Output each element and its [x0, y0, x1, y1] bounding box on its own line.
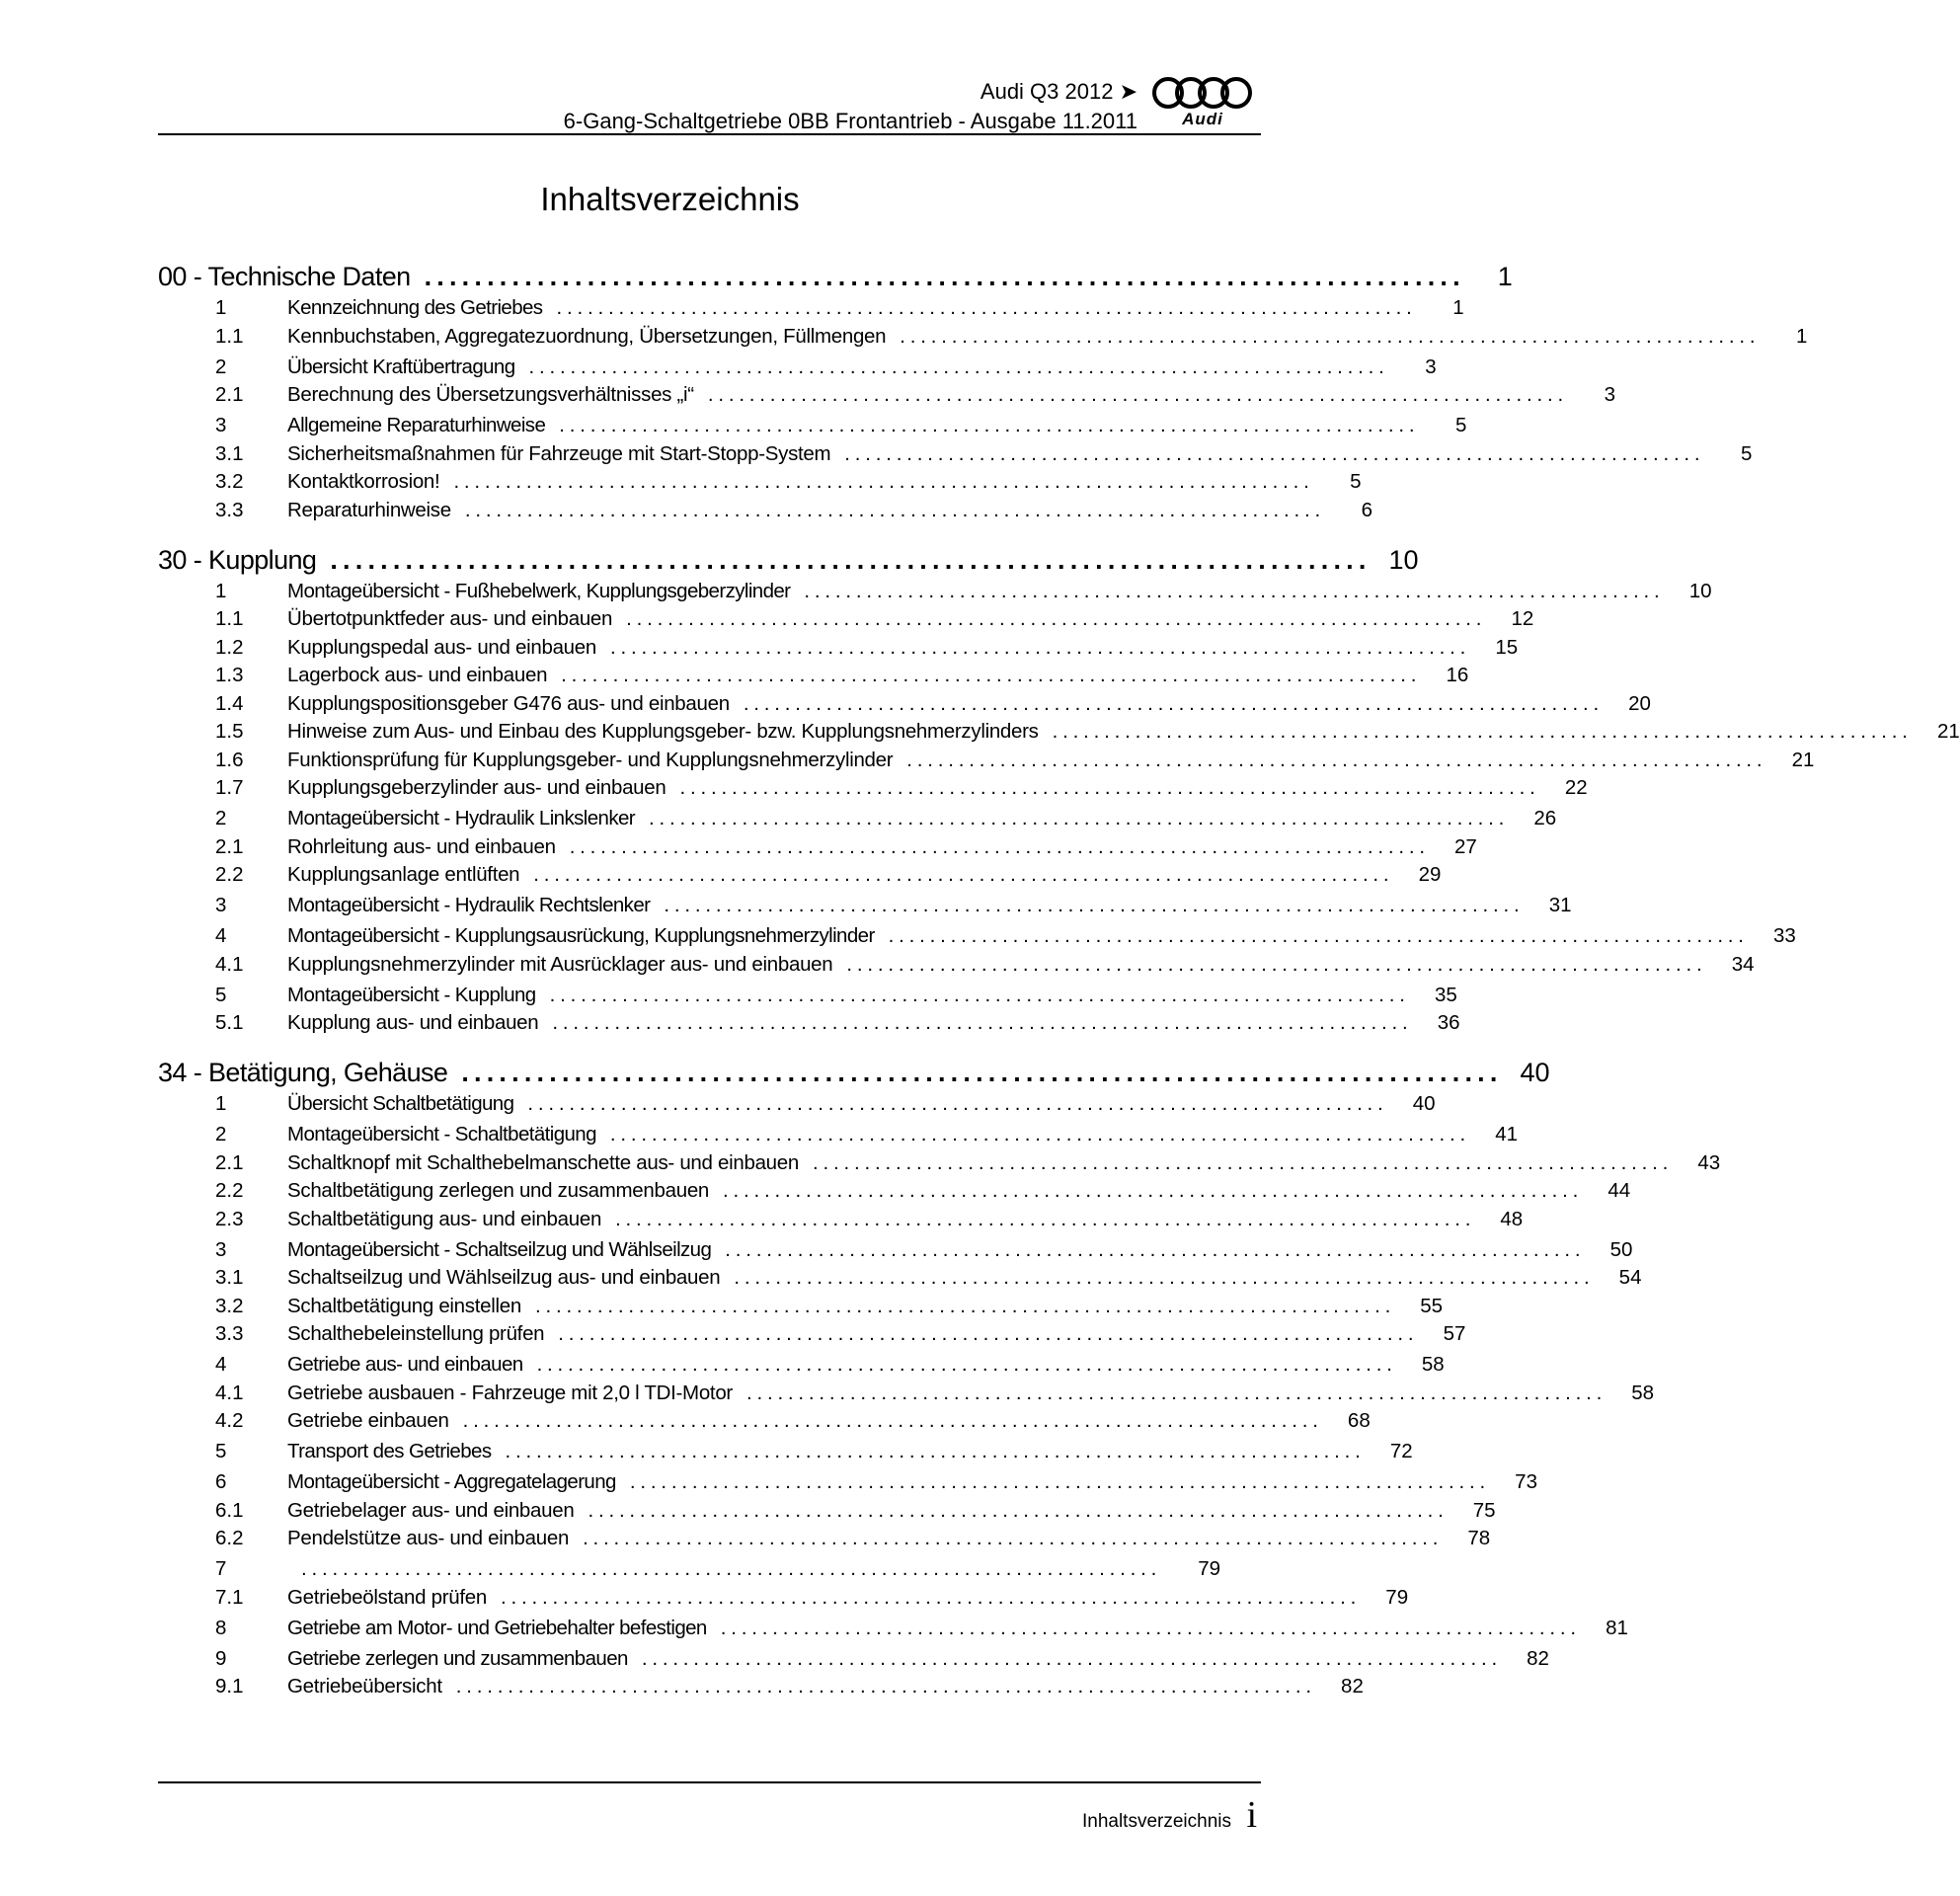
toc-page-number: 22	[1564, 776, 1588, 799]
toc-leader-dots: ...................................................................................	[725, 1237, 1586, 1261]
toc-title: Montageübersicht - Hydraulik Rechtslenker	[287, 894, 651, 916]
toc-title: Getriebe ausbauen - Fahrzeuge mit 2,0 l TDI-Motor	[287, 1381, 733, 1404]
toc-row[interactable]	[158, 493, 1372, 522]
toc-row[interactable]	[158, 1669, 1364, 1698]
toc-number: 7	[215, 1557, 227, 1580]
toc-leader-dots: ...................................................................................	[707, 383, 1568, 406]
toc-row[interactable]	[158, 1611, 1628, 1640]
toc-title: Montageübersicht - Aggregatelagerung	[287, 1470, 616, 1493]
toc-page-number: 5	[1741, 441, 1753, 465]
toc-title: Kontaktkorrosion!	[287, 470, 440, 493]
toc-leader-dots: ...................................................................................	[424, 262, 1465, 291]
toc-leader-dots: ...................................................................................	[641, 1646, 1502, 1670]
toc-number: 2	[215, 807, 227, 830]
toc-page-number: 6	[1361, 498, 1372, 521]
toc-title: Getriebeübersicht	[287, 1675, 442, 1698]
toc-row[interactable]	[158, 1289, 1444, 1318]
toc-leader-dots: ...................................................................................	[664, 894, 1525, 916]
toc-leader-dots: ...................................................................................	[561, 664, 1422, 686]
toc-row[interactable]	[158, 1376, 1655, 1405]
toc-leader-dots: ...................................................................................	[906, 748, 1767, 771]
toc-title: Getriebeölstand prüfen	[287, 1585, 487, 1609]
toc-number: 9.1	[215, 1675, 244, 1698]
toc-leader-dots: ...................................................................................	[558, 1322, 1419, 1345]
toc-number: 3.3	[215, 498, 244, 521]
toc-title: Schaltbetätigung zerlegen und zusammenbauen	[287, 1179, 710, 1202]
toc-page-number: 48	[1500, 1207, 1524, 1230]
toc-page-number: 58	[1631, 1381, 1655, 1404]
toc-leader-dots: ...................................................................................	[583, 1527, 1444, 1549]
toc-row[interactable]	[158, 1403, 1371, 1433]
model-title: Audi Q3 2012 ➤	[980, 79, 1137, 104]
toc-row[interactable]	[158, 857, 1442, 887]
toc-leader-dots: ...................................................................................	[330, 544, 1372, 575]
toc-title: Transport des Getriebes	[287, 1440, 492, 1462]
toc-number: 1.2	[215, 635, 244, 659]
toc-title: Kupplungspedal aus- und einbauen	[287, 635, 596, 659]
toc-page-number: 5	[1454, 414, 1467, 436]
toc-number: 1.4	[215, 691, 244, 715]
toc-number: 1.1	[215, 324, 244, 348]
toc-leader-dots: ...................................................................................	[900, 324, 1761, 348]
toc-title: Übersicht Schaltbetätigung	[287, 1092, 514, 1115]
toc-title: 00 - Technische Daten	[158, 262, 411, 291]
toc-page-number: 5	[1350, 470, 1362, 493]
toc-number: 1	[215, 296, 227, 319]
toc-number: 2.2	[215, 863, 244, 886]
toc-leader-dots: ...................................................................................	[455, 1675, 1316, 1698]
toc-leader-dots: ...................................................................................	[609, 635, 1471, 659]
audi-rings-logo-icon	[1145, 75, 1261, 130]
toc-row[interactable]	[158, 714, 1960, 744]
toc-row[interactable]	[158, 1173, 1631, 1203]
toc-row[interactable]	[158, 830, 1477, 859]
toc-row[interactable]	[158, 319, 1808, 349]
toc-row[interactable]	[158, 1260, 1642, 1290]
toc-page-number: 34	[1731, 952, 1755, 976]
toc-title: Schaltknopf mit Schalthebelmanschette aus- und einbauen	[287, 1150, 799, 1174]
toc-page-number: 36	[1437, 1011, 1460, 1034]
toc-row[interactable]	[158, 1521, 1491, 1550]
toc-row[interactable]	[158, 1232, 1633, 1262]
toc-title: Getriebe einbauen	[287, 1409, 449, 1432]
toc-row[interactable]	[158, 770, 1588, 800]
toc-number: 4.2	[215, 1409, 244, 1432]
toc-page-number: 40	[1412, 1092, 1436, 1115]
toc-leader-dots: ...................................................................................	[629, 1470, 1490, 1493]
toc-page-number: 79	[1385, 1585, 1409, 1609]
toc-chapter-row[interactable]	[158, 540, 1419, 576]
toc-page-number: 82	[1527, 1646, 1549, 1670]
toc-page-number: 43	[1697, 1150, 1721, 1174]
toc-leader-dots: ...................................................................................	[734, 1266, 1595, 1289]
toc-leader-dots: ...................................................................................	[536, 1353, 1397, 1376]
toc-page-number: 55	[1420, 1294, 1444, 1317]
toc-page-number: 3	[1425, 355, 1437, 378]
toc-leader-dots: ...................................................................................	[556, 296, 1417, 319]
toc-title: Kupplungsgeberzylinder aus- und einbauen	[287, 776, 666, 799]
toc-row[interactable]	[158, 918, 1796, 948]
toc-page-number: 50	[1609, 1237, 1633, 1261]
toc-row[interactable]	[158, 1117, 1519, 1146]
toc-page-number: 1	[1497, 262, 1513, 291]
toc-title: Lagerbock aus- und einbauen	[287, 664, 548, 686]
toc-number: 9	[215, 1646, 227, 1670]
toc-number: 3.2	[215, 1294, 244, 1317]
toc-row[interactable]	[158, 686, 1651, 716]
toc-title: Berechnung des Übersetzungsverhältnisses „i“	[287, 383, 694, 406]
toc-number: 3	[215, 894, 227, 916]
toc-title: Schaltbetätigung aus- und einbauen	[287, 1207, 602, 1230]
toc-number: 1.3	[215, 664, 244, 686]
toc-number: 3.3	[215, 1322, 244, 1345]
toc-title: Kupplungsnehmerzylinder mit Ausrücklager aus- und einbauen	[287, 952, 833, 976]
toc-leader-dots: ...................................................................................	[649, 807, 1510, 830]
toc-page-number: 82	[1341, 1675, 1364, 1698]
toc-row[interactable]	[158, 1347, 1445, 1377]
toc-row[interactable]	[158, 1434, 1413, 1463]
toc-page-number: 21	[1936, 720, 1960, 743]
toc-leader-dots: ...................................................................................	[569, 834, 1430, 858]
toc-row[interactable]	[158, 574, 1712, 603]
toc-leader-dots: ...................................................................................	[743, 691, 1604, 715]
toc-leader-dots: ...................................................................................	[1052, 720, 1913, 743]
toc-leader-dots: ...................................................................................	[588, 1498, 1449, 1522]
header-rule	[158, 133, 1261, 135]
toc-row[interactable]	[158, 350, 1437, 379]
toc-number: 1.6	[215, 748, 244, 771]
toc-chapter-row[interactable]	[158, 1053, 1550, 1088]
toc-page-number: 40	[1520, 1058, 1550, 1087]
toc-number: 2.3	[215, 1207, 244, 1230]
toc-title: Getriebe aus- und einbauen	[287, 1353, 523, 1376]
toc-number: 6.2	[215, 1527, 244, 1549]
toc-leader-dots: ...................................................................................	[626, 607, 1487, 630]
footer-label: Inhaltsverzeichnis	[1081, 1811, 1231, 1832]
toc-title: Allgemeine Reparaturhinweise	[287, 414, 546, 436]
toc-row[interactable]	[158, 377, 1615, 407]
toc-number: 2.1	[215, 834, 244, 858]
toc-number: 8	[215, 1616, 227, 1639]
toc-row[interactable]	[158, 978, 1457, 1007]
toc-number: 1	[215, 579, 227, 602]
toc-row[interactable]	[158, 290, 1464, 320]
toc-number: 2	[215, 1123, 227, 1146]
toc-title: Montageübersicht - Kupplung	[287, 983, 536, 1006]
toc-leader-dots: ...................................................................................	[500, 1585, 1362, 1609]
toc-page-number: 15	[1495, 635, 1519, 659]
toc-title: Getriebe am Motor- und Getriebehalter befestigen	[287, 1616, 707, 1639]
toc-row[interactable]	[158, 1641, 1549, 1671]
toc-row[interactable]	[158, 630, 1519, 660]
toc-title: Getriebelager aus- und einbauen	[287, 1498, 575, 1522]
toc-row[interactable]	[158, 436, 1753, 466]
toc-number: 5	[215, 983, 227, 1006]
toc-title: Pendelstütze aus- und einbauen	[287, 1527, 570, 1549]
toc-page-number: 79	[1198, 1557, 1220, 1580]
toc-page-number: 81	[1606, 1616, 1628, 1639]
toc-row[interactable]	[158, 1005, 1460, 1035]
toc-title: Getriebe zerlegen und zusammenbauen	[287, 1646, 628, 1670]
toc-leader-dots: ...................................................................................	[720, 1616, 1581, 1639]
toc-title: 30 - Kupplung	[158, 544, 317, 575]
toc-number: 4	[215, 924, 227, 947]
toc-page-number: 68	[1347, 1409, 1371, 1432]
toc-title: Kupplungsanlage entlüften	[287, 863, 520, 886]
toc-page-number: 16	[1446, 664, 1469, 686]
toc-number: 6.1	[215, 1498, 244, 1522]
toc-leader-dots: ...................................................................................	[844, 441, 1705, 465]
toc-number: 2.1	[215, 383, 244, 406]
toc-leader-dots: ...................................................................................	[528, 355, 1389, 378]
toc-leader-dots: ...................................................................................	[301, 1557, 1162, 1580]
toc-row[interactable]	[158, 464, 1362, 494]
toc-title: Hinweise zum Aus- und Einbau des Kupplungsgeber- bzw. Kupplungsnehmerzylinders	[287, 720, 1039, 743]
toc-title: Montageübersicht - Fußhebelwerk, Kupplungsgeberzylinder	[287, 579, 791, 602]
toc-number: 7.1	[215, 1585, 244, 1609]
svg-text:Audi: Audi	[1182, 110, 1223, 128]
toc-page-number: 20	[1628, 691, 1651, 715]
toc-title: Kennzeichnung des Getriebes	[287, 296, 543, 319]
toc-row[interactable]	[158, 1086, 1436, 1116]
toc-page-number: 31	[1548, 894, 1572, 916]
toc-page-number: 29	[1418, 863, 1442, 886]
toc-leader-dots: ...................................................................................	[464, 498, 1325, 521]
toc-page-number: 75	[1472, 1498, 1496, 1522]
toc-title: Montageübersicht - Kupplungsausrückung, Kupplungsnehmerzylinder	[287, 924, 875, 947]
toc-leader-dots: ...................................................................................	[888, 924, 1749, 947]
toc-row[interactable]	[158, 1551, 1220, 1581]
toc-number: 4.1	[215, 952, 244, 976]
toc-leader-dots: ...................................................................................	[453, 470, 1314, 493]
toc-title: Übertotpunktfeder aus- und einbauen	[287, 607, 613, 630]
footer-page-number: i	[1246, 1794, 1257, 1836]
toc-page-number: 10	[1388, 544, 1419, 575]
toc-number: 3.2	[215, 470, 244, 493]
toc-title: Schaltbetätigung einstellen	[287, 1294, 521, 1317]
toc-page-number: 35	[1434, 983, 1457, 1006]
toc-leader-dots: ...................................................................................	[505, 1440, 1366, 1462]
toc-number: 3.1	[215, 441, 244, 465]
toc-number: 1	[215, 1092, 227, 1115]
toc-row[interactable]	[158, 1580, 1409, 1610]
toc-leader-dots: ...................................................................................	[812, 1150, 1674, 1174]
toc-chapter-row[interactable]	[158, 257, 1513, 292]
toc-page-number: 54	[1618, 1266, 1642, 1289]
toc-leader-dots: ...................................................................................	[723, 1179, 1584, 1202]
toc-row[interactable]	[158, 888, 1572, 917]
toc-leader-dots: ...................................................................................	[461, 1058, 1503, 1087]
toc-title: Funktionsprüfung für Kupplungsgeber- und Kupplungsnehmerzylinder	[287, 748, 894, 771]
toc-page-number: 21	[1791, 748, 1815, 771]
toc-row[interactable]	[158, 947, 1755, 977]
toc-page-number: 44	[1607, 1179, 1631, 1202]
toc-number: 1.5	[215, 720, 244, 743]
toc-number: 5	[215, 1440, 227, 1462]
toc-number: 6	[215, 1470, 227, 1493]
toc-row[interactable]	[158, 801, 1557, 830]
toc-page-number: 73	[1515, 1470, 1537, 1493]
page-footer	[158, 1781, 1261, 1841]
toc-title: Kupplung aus- und einbauen	[287, 1011, 539, 1034]
page-header	[158, 75, 1261, 134]
toc-page-number: 58	[1421, 1353, 1445, 1376]
toc-row[interactable]	[158, 1316, 1466, 1346]
manual-subtitle: 6-Gang-Schaltgetriebe 0BB Frontantrieb - Ausgabe 11.2011	[563, 109, 1137, 133]
toc-leader-dots: ...................................................................................	[533, 863, 1394, 886]
toc-page-number: 12	[1511, 607, 1534, 630]
toc-number: 2.1	[215, 1150, 244, 1174]
toc-leader-dots: ...................................................................................	[615, 1207, 1476, 1230]
toc-number: 2	[215, 355, 227, 378]
toc-leader-dots: ...................................................................................	[679, 776, 1540, 799]
toc-page-number: 10	[1688, 579, 1712, 602]
toc-leader-dots: ...................................................................................	[559, 414, 1420, 436]
toc-row[interactable]	[158, 1493, 1496, 1523]
toc-page-number: 78	[1467, 1527, 1491, 1549]
toc-row[interactable]	[158, 601, 1534, 631]
toc-title: Reparaturhinweise	[287, 498, 451, 521]
toc-page-number: 1	[1796, 324, 1808, 348]
toc-page-number: 1	[1452, 296, 1464, 319]
toc-title: 34 - Betätigung, Gehäuse	[158, 1058, 448, 1087]
toc-leader-dots: ...................................................................................	[552, 1011, 1413, 1034]
toc-number: 5.1	[215, 1011, 244, 1034]
toc-leader-dots: ...................................................................................	[609, 1123, 1471, 1146]
toc-number: 4.1	[215, 1381, 244, 1404]
toc-row[interactable]	[158, 743, 1815, 772]
toc-leader-dots: ...................................................................................	[745, 1381, 1607, 1404]
toc-number: 1.1	[215, 607, 244, 630]
toc-title: Montageübersicht - Schaltseilzug und Wählseilzug	[287, 1237, 712, 1261]
toc-title: Schalthebeleinstellung prüfen	[287, 1322, 545, 1345]
toc-row[interactable]	[158, 408, 1467, 437]
toc-number: 3	[215, 1237, 227, 1261]
toc-title: Rohrleitung aus- und einbauen	[287, 834, 556, 858]
toc-number: 3.1	[215, 1266, 244, 1289]
toc-number: 4	[215, 1353, 227, 1376]
toc-row[interactable]	[158, 658, 1469, 687]
footer-rule	[158, 1781, 1261, 1783]
toc-leader-dots: ...................................................................................	[527, 1092, 1388, 1115]
toc-page-number: 33	[1773, 924, 1796, 947]
toc-title: Sicherheitsmaßnahmen für Fahrzeuge mit Start-Stopp-System	[287, 441, 831, 465]
toc-page-number: 41	[1495, 1123, 1519, 1146]
toc-title: Montageübersicht - Schaltbetätigung	[287, 1123, 596, 1146]
toc-page-number: 27	[1454, 834, 1477, 858]
toc-leader-dots: ...................................................................................	[462, 1409, 1323, 1432]
toc-title: Kupplungspositionsgeber G476 aus- und einbauen	[287, 691, 730, 715]
toc-page-number: 72	[1389, 1440, 1413, 1462]
toc-number: 1.7	[215, 776, 244, 799]
toc-row[interactable]	[158, 1202, 1524, 1231]
toc-row[interactable]	[158, 1464, 1537, 1494]
toc-leader-dots: ...................................................................................	[534, 1294, 1396, 1317]
toc-title: Schaltseilzug und Wählseilzug aus- und einbauen	[287, 1266, 721, 1289]
toc-number: 3	[215, 414, 227, 436]
toc-title: Montageübersicht - Hydraulik Linkslenker	[287, 807, 636, 830]
toc-number: 2.2	[215, 1179, 244, 1202]
toc-row[interactable]	[158, 1146, 1721, 1175]
toc-title: Übersicht Kraftübertragung	[287, 355, 515, 378]
toc-leader-dots: ...................................................................................	[804, 579, 1665, 602]
toc-page-number: 3	[1604, 383, 1615, 406]
page-title: Inhaltsverzeichnis	[540, 181, 800, 217]
toc-title: Kennbuchstaben, Aggregatezuordnung, Übersetzungen, Füllmengen	[287, 324, 887, 348]
toc-page-number: 26	[1533, 807, 1557, 830]
toc-leader-dots: ...................................................................................	[549, 983, 1410, 1006]
toc-page-number: 57	[1443, 1322, 1466, 1345]
toc-leader-dots: ...................................................................................	[846, 952, 1707, 976]
